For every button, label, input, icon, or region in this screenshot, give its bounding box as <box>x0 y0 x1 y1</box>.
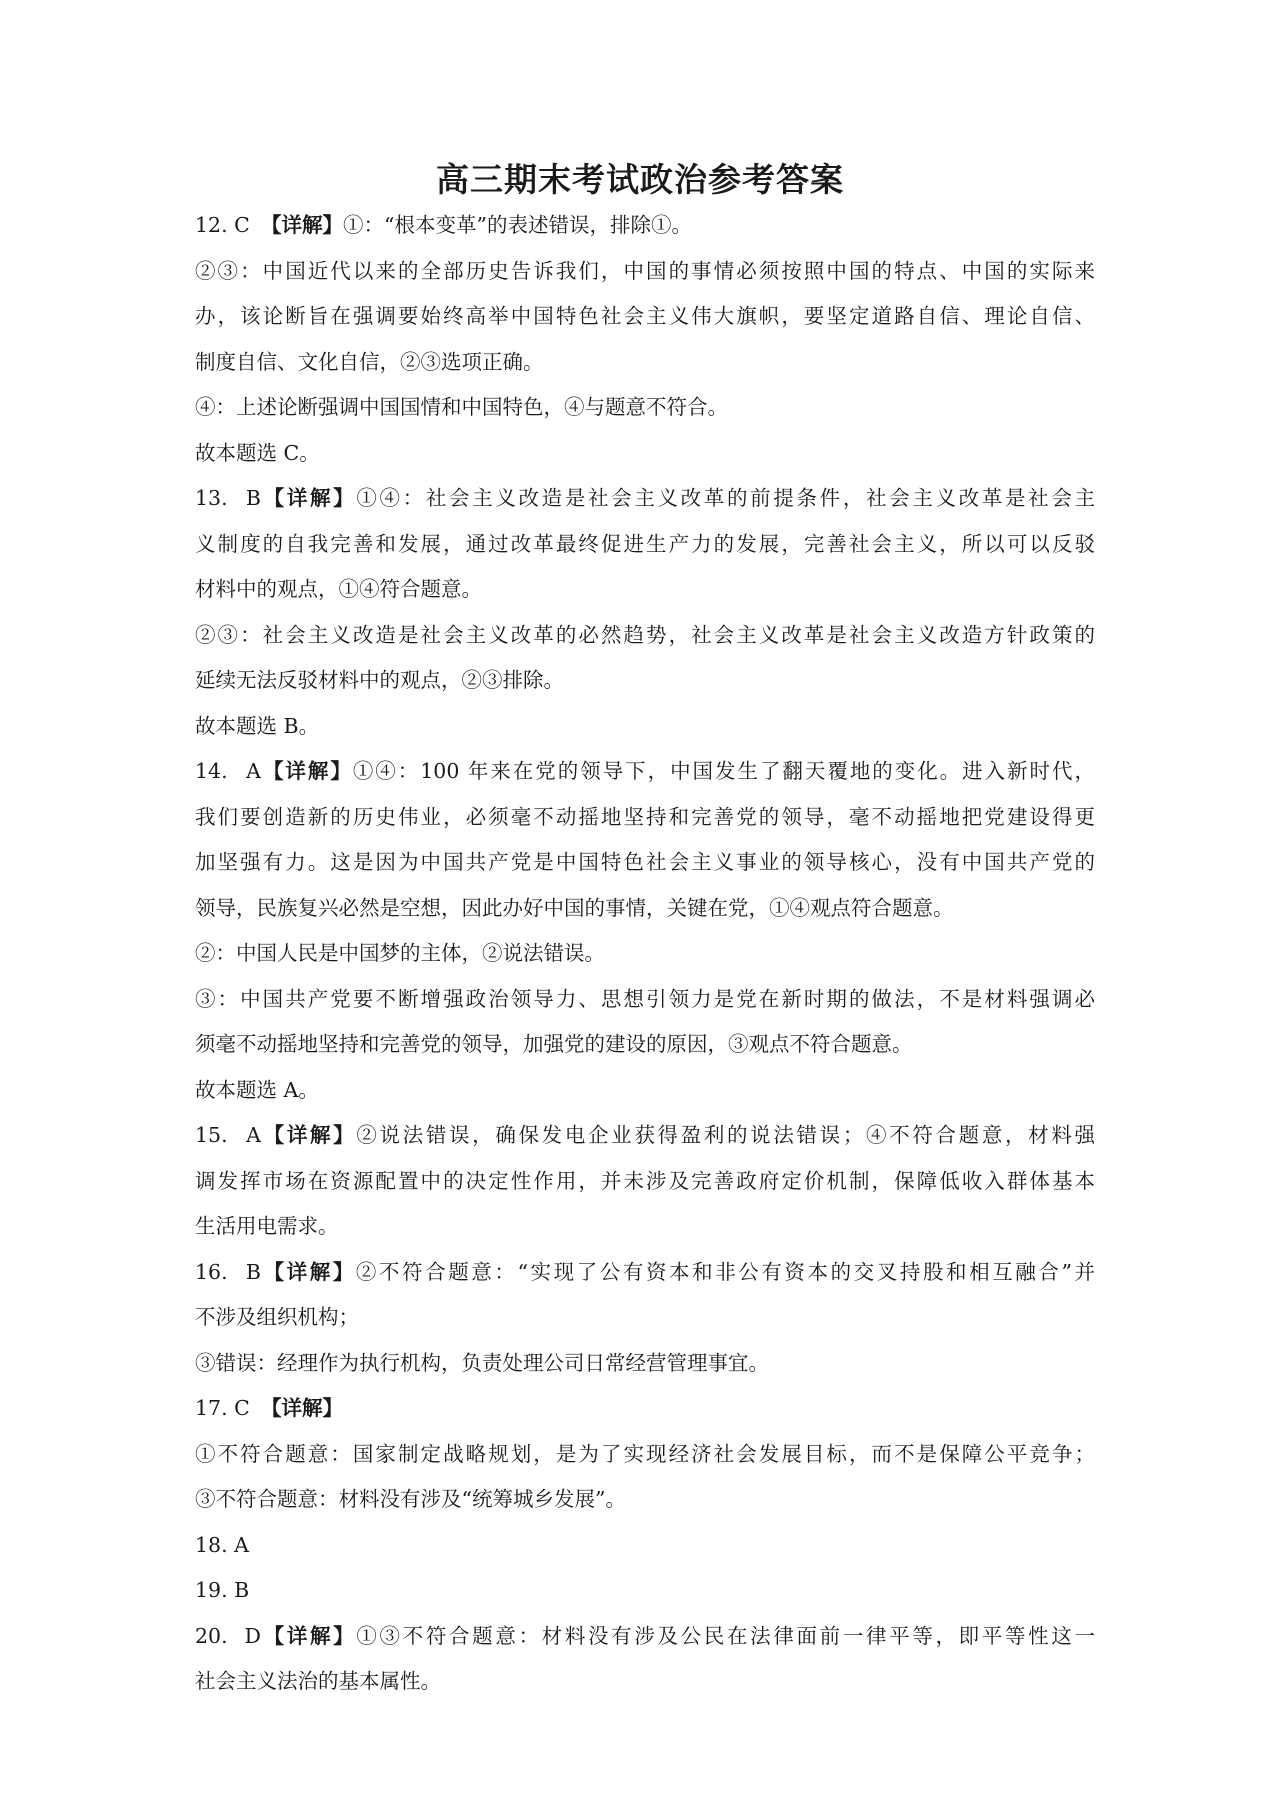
explanation-line <box>195 567 1095 613</box>
question-number: 12. C <box>195 213 250 237</box>
explanation-line <box>195 1295 1095 1341</box>
explanation-line <box>195 1204 1095 1250</box>
answer-item-line <box>195 476 1095 522</box>
explanation-tag: 【详解】 <box>261 486 357 510</box>
explanation-text: 延续无法反驳材料中的观点，②③排除。 <box>195 668 564 692</box>
explanation-line <box>195 1068 1095 1114</box>
question-number: 15. A <box>195 1123 261 1147</box>
explanation-text: ②③：社会主义改造是社会主义改革的必然趋势，社会主义改革是社会主义改造方针政策的 <box>195 622 1095 647</box>
question-number: 13. B <box>195 486 261 510</box>
explanation-text: 办，该论断旨在强调要始终高举中国特色社会主义伟大旗帜，要坚定道路自信、理论自信、 <box>195 304 1095 328</box>
explanation-line <box>195 1159 1095 1205</box>
explanation-line <box>195 1341 1095 1387</box>
explanation-line <box>195 522 1095 568</box>
question-number: 18. A <box>195 1532 249 1557</box>
answer-item-line <box>195 1250 1095 1296</box>
explanation-line <box>195 1659 1095 1705</box>
explanation-line <box>195 340 1095 386</box>
explanation-line <box>195 886 1095 932</box>
explanation-text: ①③不符合题意：材料没有涉及公民在法律面前一律平等，即平等性这一 <box>356 1623 1095 1648</box>
explanation-text: 制度自信、文化自信，②③选项正确。 <box>195 349 544 374</box>
explanation-text: 故本题选 B。 <box>195 713 320 738</box>
explanation-text: ③：中国共产党要不断增强政治领导力、思想引领力是党在新时期的做法，不是材料强调必 <box>195 986 1095 1011</box>
explanation-text: ①：“根本变革”的表述错误，排除①。 <box>343 213 692 237</box>
explanation-text: ④：上述论断强调中国国情和中国特色，④与题意不符合。 <box>195 395 728 419</box>
explanation-text: ②不符合题意：“实现了公有资本和非公有资本的交叉持股和相互融合”并 <box>355 1259 1095 1284</box>
answer-item-line <box>195 1113 1095 1159</box>
page-title: 高三期末考试政治参考答案 <box>436 160 844 199</box>
explanation-text: 不涉及组织机构； <box>195 1305 359 1329</box>
explanation-text: ①④：社会主义改造是社会主义改革的前提条件，社会主义改革是社会主 <box>356 486 1095 510</box>
answer-item-line <box>195 1614 1095 1660</box>
answer-item-line <box>195 749 1095 795</box>
explanation-text: 我们要创造新的历史伟业，必须毫不动摇地坚持和完善党的领导，毫不动摇地把党建设得更 <box>195 804 1095 829</box>
explanation-text: 义制度的自我完善和发展，通过改革最终促进生产力的发展，完善社会主义，所以可以反驳 <box>195 531 1095 556</box>
explanation-line <box>195 1432 1095 1478</box>
explanation-line <box>195 385 1095 431</box>
explanation-text: 社会主义法治的基本属性。 <box>195 1669 441 1693</box>
explanation-text: ③不符合题意：材料没有涉及“统筹城乡发展”。 <box>195 1487 626 1511</box>
explanation-text: 故本题选 A。 <box>195 1077 319 1102</box>
explanation-tag: 【详解】 <box>261 213 343 237</box>
explanation-text: ②：中国人民是中国梦的主体，②说法错误。 <box>195 941 605 965</box>
explanation-text: 领导，民族复兴必然是空想，因此办好中国的事情，关键在党，①④观点符合题意。 <box>195 895 954 920</box>
answer-body <box>195 203 1095 1705</box>
explanation-text: 须毫不动摇地坚持和完善党的领导，加强党的建设的原因，③观点不符合题意。 <box>195 1032 913 1056</box>
explanation-text: ①④：100 年来在党的领导下，中国发生了翻天覆地的变化。进入新时代， <box>352 759 1095 783</box>
question-number: 20. D <box>195 1623 261 1648</box>
question-number: 14. A <box>195 759 261 783</box>
explanation-text: ②③：中国近代以来的全部历史告诉我们，中国的事情必须按照中国的特点、中国的实际来 <box>195 258 1095 283</box>
explanation-line <box>195 294 1095 340</box>
explanation-text: 生活用电需求。 <box>195 1214 339 1238</box>
explanation-tag: 【详解】 <box>261 1623 357 1648</box>
explanation-tag: 【详解】 <box>261 1259 356 1284</box>
answer-item-line <box>195 1568 1095 1614</box>
explanation-line <box>195 704 1095 750</box>
explanation-line <box>195 1022 1095 1068</box>
explanation-line <box>195 931 1095 977</box>
answer-item-line <box>195 203 1095 249</box>
question-number: 16. B <box>195 1259 261 1284</box>
explanation-line <box>195 1477 1095 1523</box>
question-number: 19. B <box>195 1578 250 1602</box>
explanation-text: 材料中的观点，①④符合题意。 <box>195 577 482 601</box>
answer-item-line <box>195 1386 1095 1432</box>
explanation-line <box>195 840 1095 886</box>
explanation-line <box>195 431 1095 477</box>
explanation-text: ②说法错误，确保发电企业获得盈利的说法错误；④不符合题意，材料强 <box>356 1123 1095 1147</box>
explanation-tag: 【详解】 <box>261 759 353 783</box>
explanation-text: 加坚强有力。这是因为中国共产党是中国特色社会主义事业的领导核心，没有中国共产党的 <box>195 850 1095 874</box>
explanation-line <box>195 249 1095 295</box>
explanation-line <box>195 795 1095 841</box>
answer-item-line <box>195 1523 1095 1569</box>
explanation-text: ③错误：经理作为执行机构，负责处理公司日常经营管理事宜。 <box>195 1350 769 1375</box>
explanation-line <box>195 658 1095 704</box>
explanation-line <box>195 613 1095 659</box>
explanation-tag: 【详解】 <box>261 1123 357 1147</box>
explanation-line <box>195 977 1095 1023</box>
explanation-text: 故本题选 C。 <box>195 440 320 465</box>
explanation-tag: 【详解】 <box>261 1396 343 1420</box>
explanation-text: ①不符合题意：国家制定战略规划，是为了实现经济社会发展目标，而不是保障公平竞争； <box>195 1441 1095 1466</box>
explanation-text: 调发挥市场在资源配置中的决定性作用，并未涉及完善政府定价机制，保障低收入群体基本 <box>195 1168 1095 1193</box>
question-number: 17. C <box>195 1396 250 1420</box>
